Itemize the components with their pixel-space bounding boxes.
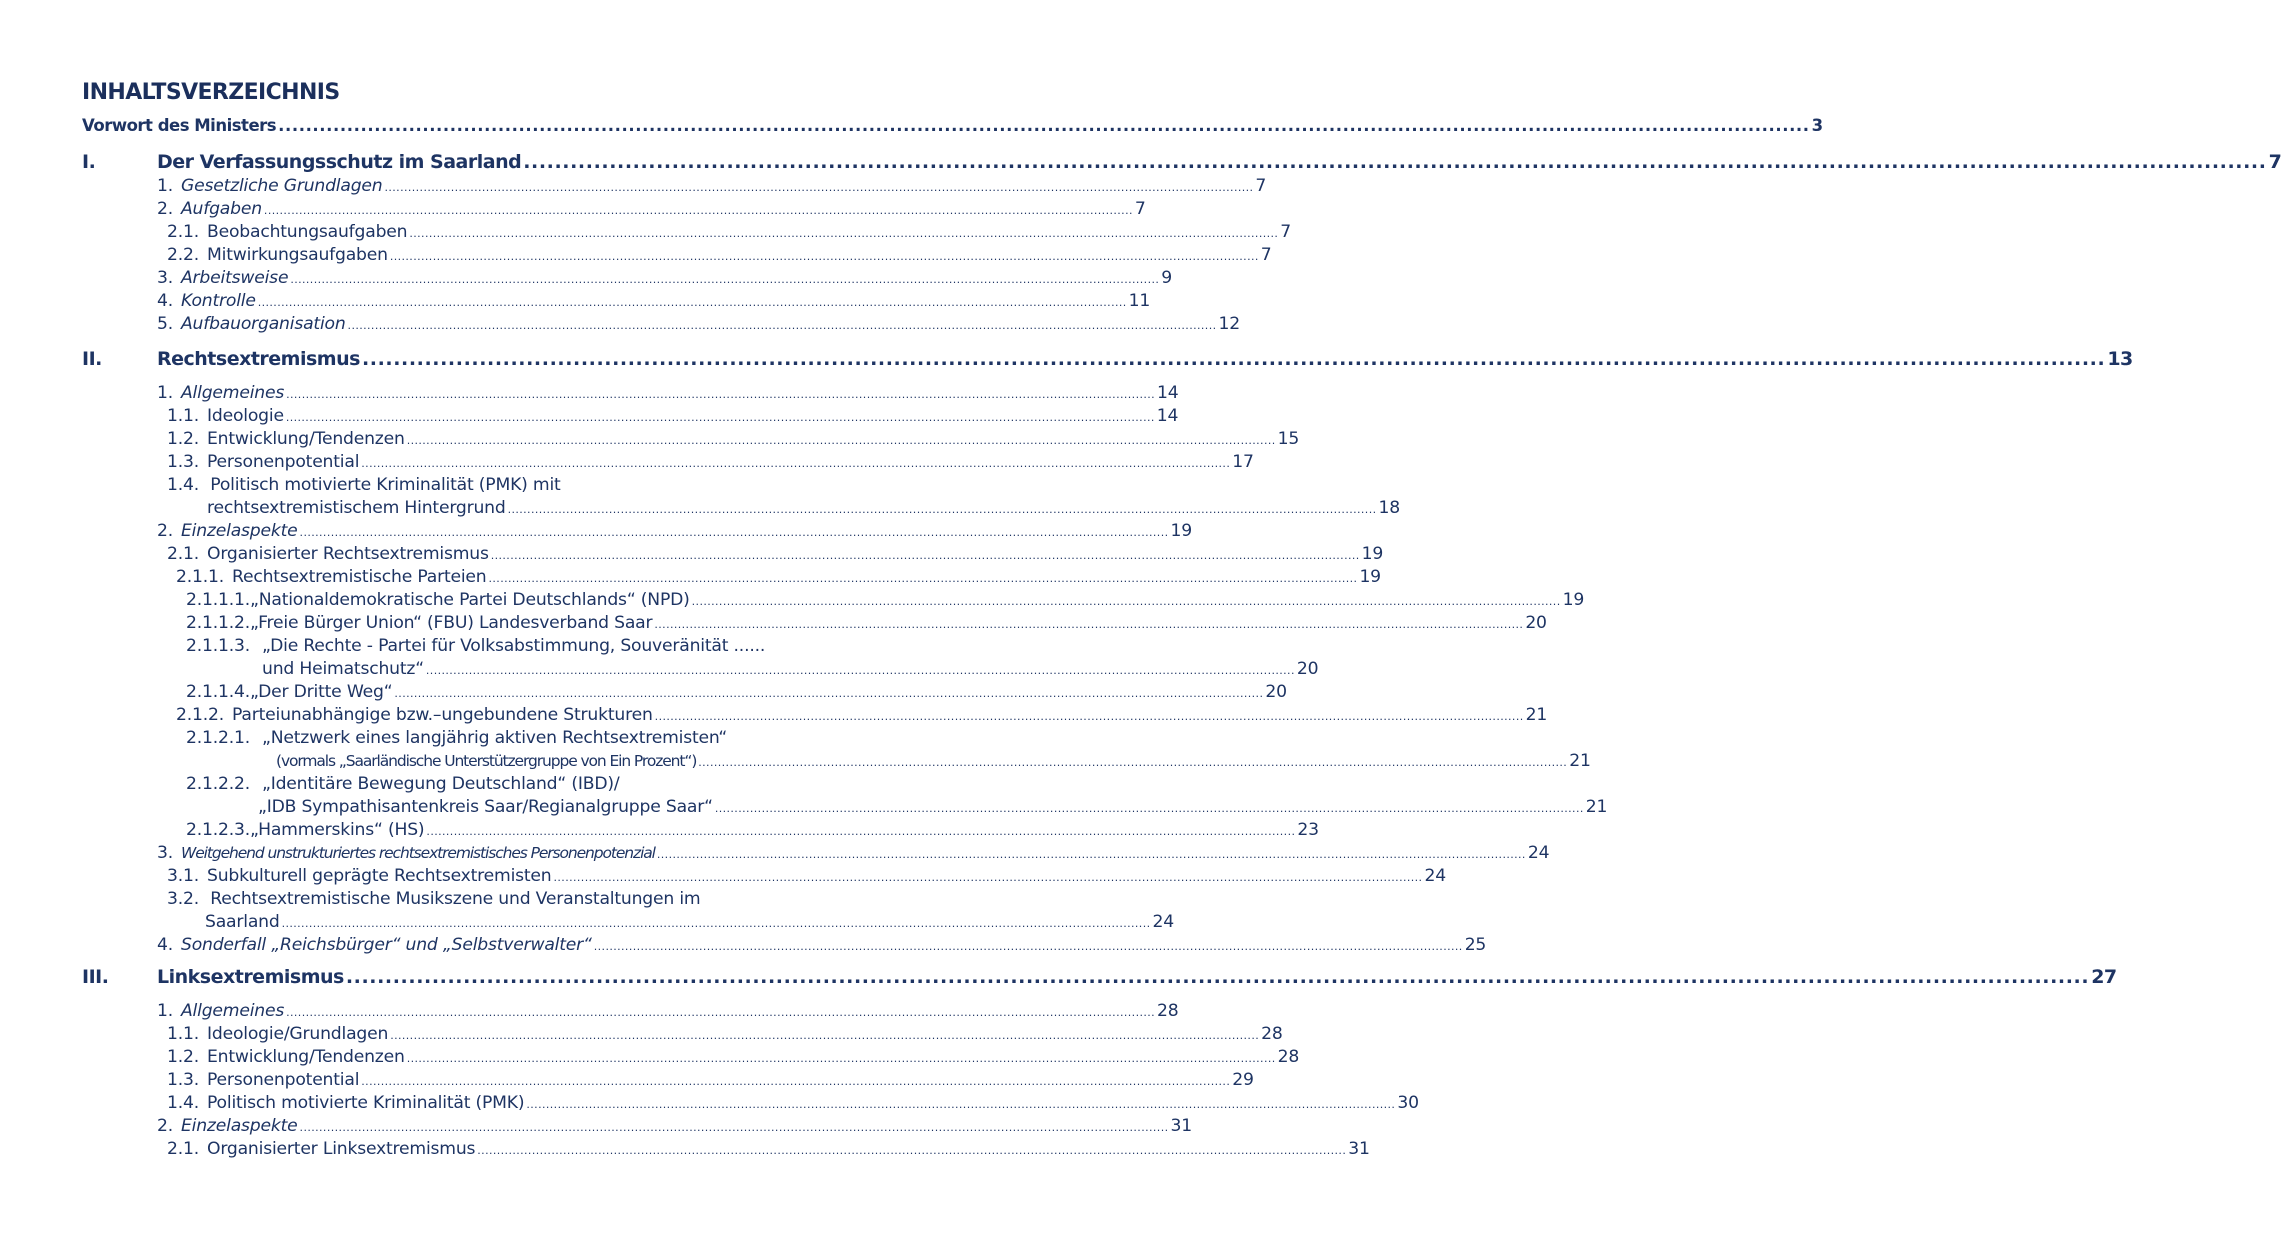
toc-number: 1.4.	[167, 1093, 199, 1113]
toc-entry[interactable]	[186, 590, 1585, 610]
page-title: INHALTSVERZEICHNIS	[82, 80, 340, 105]
toc-number: 1.2.	[167, 429, 199, 449]
toc-number: 3.	[157, 843, 173, 863]
toc-leader: ...............................................................................................................................................................................................................................	[361, 1075, 1231, 1088]
toc-leader: ...............................................................................................................................................................................................................................	[656, 848, 1526, 861]
toc-page: 21	[1585, 797, 1608, 817]
toc-number: 1.	[157, 383, 173, 403]
toc-label: „IDB Sympathisantenkreis Saar/Regianalgruppe Saar“	[258, 797, 713, 817]
toc-label: „Der Dritte Weg“	[250, 682, 393, 702]
toc-number: 1.	[157, 176, 173, 196]
toc-number: 2.	[157, 1116, 173, 1136]
toc-leader: ...............................................................................................................................................................................................................................	[406, 1052, 1276, 1065]
toc-number: 1.4.	[167, 475, 205, 495]
toc-number: 2.1.	[167, 1139, 199, 1159]
toc-label: Sonderfall „Reichsbürger“ und „Selbstverwalter“	[181, 935, 592, 955]
toc-page: 28	[1277, 1047, 1300, 1067]
toc-number: 1.3.	[167, 1070, 199, 1090]
toc-entry[interactable]	[186, 728, 727, 748]
toc-leader: ...............................................................................................................................................................................................................................	[526, 1098, 1396, 1111]
toc-leader: ...............................................................................................................................................................................................................................	[593, 940, 1463, 953]
toc-page: 14	[1156, 406, 1179, 426]
toc-entry-continued[interactable]	[262, 659, 1319, 679]
toc-entry[interactable]	[186, 682, 1287, 702]
toc-number: 2.1.2.1.	[186, 728, 250, 748]
toc-chapter-1[interactable]	[157, 151, 2281, 173]
toc-page: 23	[1297, 820, 1319, 840]
toc-entry-continued[interactable]	[205, 912, 1174, 932]
toc-entry[interactable]	[157, 1001, 1179, 1021]
toc-leader: ...............................................................................................................................................................................................................................	[345, 966, 2090, 988]
toc-page: 3	[1811, 116, 1823, 135]
toc-leader: ...............................................................................................................................................................................................................................	[490, 549, 1360, 562]
toc-number: 3.2.	[167, 889, 205, 909]
toc-number: 1.2.	[167, 1047, 199, 1067]
toc-page: 28	[1157, 1001, 1179, 1021]
toc-entry[interactable]	[167, 1024, 1283, 1044]
toc-number: 2.1.1.1.	[186, 590, 250, 610]
toc-entry[interactable]	[157, 268, 1173, 288]
toc-label: Allgemeines	[181, 383, 285, 403]
toc-label: Arbeitsweise	[181, 268, 289, 288]
toc-page: 19	[1361, 544, 1384, 564]
toc-entry[interactable]	[157, 383, 1179, 403]
toc-entry[interactable]	[157, 1116, 1192, 1136]
toc-page: 30	[1397, 1093, 1419, 1113]
toc-entry[interactable]	[167, 1047, 1300, 1067]
toc-entry[interactable]	[186, 774, 619, 794]
toc-page: 20	[1525, 613, 1547, 633]
toc-label: Aufgaben	[181, 199, 262, 219]
toc-page: 11	[1128, 291, 1151, 311]
toc-page: 19	[1359, 567, 1381, 587]
toc-leader: ...............................................................................................................................................................................................................................	[477, 1144, 1347, 1157]
toc-label: und Heimatschutz“	[262, 659, 424, 679]
toc-leader: ...............................................................................................................................................................................................................................	[286, 1006, 1156, 1019]
toc-number: 1.1.	[167, 406, 199, 426]
toc-leader: ...............................................................................................................................................................................................................................	[390, 1029, 1260, 1042]
toc-label: Allgemeines	[181, 1001, 285, 1021]
toc-label: Weitgehend unstrukturiertes rechtsextremistisches Personenpotenzial	[181, 844, 655, 862]
toc-page: 21	[1569, 751, 1591, 771]
toc-page: 31	[1170, 1116, 1192, 1136]
toc-label: Politisch motivierte Kriminalität (PMK)	[207, 1093, 525, 1113]
toc-label: Saarland	[205, 912, 280, 932]
toc-leader: ...............................................................................................................................................................................................................................	[691, 595, 1561, 608]
toc-label: Parteiunabhängige bzw.–ungebundene Strukturen	[232, 705, 653, 725]
toc-label: Entwicklung/Tendenzen	[207, 1047, 405, 1067]
toc-entry[interactable]	[167, 452, 1254, 472]
toc-page: 14	[1157, 383, 1179, 403]
toc-label: „Hammerskins“ (HS)	[250, 820, 425, 840]
toc-leader: ...............................................................................................................................................................................................................................	[523, 151, 2267, 173]
toc-entry[interactable]	[167, 245, 1272, 265]
toc-label: Organisierter Linksextremismus	[207, 1139, 476, 1159]
toc-entry[interactable]	[186, 820, 1319, 840]
toc-page: 13	[2107, 348, 2133, 370]
toc-entry[interactable]	[157, 843, 1550, 863]
toc-page: 24	[1152, 912, 1174, 932]
toc-leader: ...............................................................................................................................................................................................................................	[347, 319, 1217, 332]
toc-number: 2.1.2.2.	[186, 774, 250, 794]
toc-entry[interactable]	[157, 199, 1146, 219]
toc-number: 3.1.	[167, 866, 199, 886]
toc-label: „Die Rechte - Partei für Volksabstimmung, Souveränität	[262, 636, 729, 656]
toc-page: 7	[2268, 151, 2281, 173]
toc-number: 2.1.	[167, 544, 199, 564]
toc-number: 1.3.	[167, 452, 199, 472]
toc-page: 31	[1348, 1139, 1370, 1159]
toc-page: 25	[1464, 935, 1487, 955]
toc-entry[interactable]	[167, 475, 561, 495]
toc-number: 1.	[157, 1001, 173, 1021]
toc-number: 1.1.	[167, 1024, 199, 1044]
toc-label: „Nationaldemokratische Partei Deutschlands“ (NPD)	[250, 590, 690, 610]
toc-entry[interactable]	[176, 705, 1548, 725]
toc-leader: ...............................................................................................................................................................................................................................	[426, 825, 1296, 838]
toc-number: 2.1.1.2.	[186, 613, 250, 633]
toc-leader: ...............................................................................................................................................................................................................................	[714, 802, 1584, 815]
toc-page: 7	[1255, 176, 1267, 196]
toc-number: 2.1.2.3.	[186, 820, 250, 840]
toc-label: Rechtsextremismus	[157, 348, 360, 370]
toc-page: 24	[1527, 843, 1550, 863]
toc-label: Rechtsextremistische Parteien	[232, 567, 487, 587]
toc-entry[interactable]	[167, 429, 1300, 449]
toc-label: Vorwort des Ministers	[82, 116, 277, 135]
toc-page: 28	[1261, 1024, 1283, 1044]
toc-leader: ...............................................................................................................................................................................................................................	[281, 917, 1151, 930]
toc-label: Ideologie	[207, 406, 284, 426]
toc-entry[interactable]	[157, 176, 1267, 196]
toc-entry-continued[interactable]	[207, 498, 1400, 518]
toc-entry-continued[interactable]	[276, 751, 1591, 771]
toc-page: 7	[1134, 199, 1146, 219]
toc-entry[interactable]	[157, 291, 1151, 311]
toc-leader: ...............................................................................................................................................................................................................................	[361, 348, 2106, 370]
toc-leader: ...............................................................................................................................................................................................................................	[384, 181, 1254, 194]
toc-entry-foreword[interactable]	[82, 116, 1823, 135]
toc-label: Ideologie/Grundlagen	[207, 1024, 389, 1044]
toc-label: Rechtsextremistische Musikszene und Veranstaltungen im	[210, 889, 701, 909]
toc-label: (vormals „Saarländische Unterstützergruppe von Ein Prozent“)	[276, 752, 697, 770]
toc-label: Organisierter Rechtsextremismus	[207, 544, 489, 564]
toc-leader: ...............................................................................................................................................................................................................................	[257, 296, 1127, 309]
toc-label: Personenpotential	[207, 1070, 360, 1090]
toc-leader: ...............................................................................................................................................................................................................................	[654, 710, 1524, 723]
toc-leader: ...............................................................................................................................................................................................................................	[507, 503, 1377, 516]
toc-number: 4.	[157, 291, 173, 311]
toc-number: 3.	[157, 268, 173, 288]
toc-page: 7	[1260, 245, 1272, 265]
toc-leader: ......	[728, 636, 766, 656]
toc-number: 2.2.	[167, 245, 199, 265]
toc-entry[interactable]	[167, 1070, 1254, 1090]
toc-label: Linksextremismus	[157, 966, 344, 988]
toc-leader: ...............................................................................................................................................................................................................................	[394, 687, 1264, 700]
toc-page: 12	[1218, 314, 1240, 334]
toc-leader: ...............................................................................................................................................................................................................................	[654, 618, 1524, 631]
toc-leader: ...............................................................................................................................................................................................................................	[286, 388, 1156, 401]
toc-number: 2.1.1.3.	[186, 636, 250, 656]
toc-chapter-2[interactable]	[157, 348, 2133, 370]
toc-label: „Netzwerk eines langjährig aktiven Rechtsextremisten“	[262, 728, 728, 748]
toc-entry[interactable]	[157, 314, 1240, 334]
toc-label: Einzelaspekte	[181, 521, 298, 541]
chapter-number: I.	[82, 151, 96, 173]
toc-leader: ...............................................................................................................................................................................................................................	[361, 457, 1231, 470]
toc-page: 9	[1161, 268, 1173, 288]
toc-number: 2.	[157, 521, 173, 541]
toc-number: 5.	[157, 314, 173, 334]
toc-label: Beobachtungsaufgaben	[207, 222, 408, 242]
toc-entry[interactable]	[167, 222, 1292, 242]
toc-page: 19	[1562, 590, 1585, 610]
toc-page: 15	[1277, 429, 1300, 449]
toc-page: 27	[2091, 966, 2117, 988]
toc-label: „Freie Bürger Union“ (FBU) Landesverband Saar	[250, 613, 653, 633]
toc-number: 4.	[157, 935, 173, 955]
toc-entry[interactable]	[167, 544, 1384, 564]
toc-leader: ...............................................................................................................................................................................................................................	[299, 1121, 1169, 1134]
toc-page: 19	[1170, 521, 1192, 541]
toc-label: Politisch motivierte Kriminalität (PMK) mit	[210, 475, 561, 495]
toc-leader: ...............................................................................................................................................................................................................................	[553, 871, 1423, 884]
chapter-number: III.	[82, 966, 109, 988]
chapter-number: II.	[82, 348, 102, 370]
toc-leader: ...............................................................................................................................................................................................................................	[263, 204, 1133, 217]
toc-chapter-3[interactable]	[157, 966, 2117, 988]
toc-leader: ...............................................................................................................................................................................................................................	[285, 411, 1155, 424]
toc-entry[interactable]	[167, 866, 1446, 886]
toc-page: 21	[1525, 705, 1548, 725]
toc-label: Entwicklung/Tendenzen	[207, 429, 405, 449]
toc-entry[interactable]	[157, 521, 1192, 541]
toc-entry[interactable]	[167, 406, 1179, 426]
toc-label: Einzelaspekte	[181, 1116, 298, 1136]
toc-leader: ...............................................................................................................................................................................................................................	[278, 116, 1810, 135]
toc-number: 2.	[157, 199, 173, 219]
toc-leader: ...............................................................................................................................................................................................................................	[299, 526, 1169, 539]
toc-label: Mitwirkungsaufgaben	[207, 245, 388, 265]
toc-leader: ...............................................................................................................................................................................................................................	[425, 664, 1295, 677]
toc-page: 20	[1296, 659, 1319, 679]
toc-entry[interactable]	[186, 613, 1547, 633]
toc-entry-continued[interactable]	[258, 797, 1608, 817]
toc-number: 2.1.2.	[176, 705, 224, 725]
toc-entry[interactable]	[157, 935, 1487, 955]
toc-entry[interactable]	[167, 1139, 1370, 1159]
toc-leader: ...............................................................................................................................................................................................................................	[389, 250, 1259, 263]
toc-page: 7	[1280, 222, 1292, 242]
toc-label: Personenpotential	[207, 452, 360, 472]
toc-page: 17	[1232, 452, 1254, 472]
toc-leader: ...............................................................................................................................................................................................................................	[409, 227, 1279, 240]
toc-leader: ...............................................................................................................................................................................................................................	[698, 756, 1568, 769]
toc-label: Subkulturell geprägte Rechtsextremisten	[207, 866, 552, 886]
toc-entry[interactable]	[167, 889, 700, 909]
toc-entry[interactable]	[176, 567, 1381, 587]
toc-leader: ...............................................................................................................................................................................................................................	[488, 572, 1358, 585]
toc-label: rechtsextremistischem Hintergrund	[207, 498, 506, 518]
toc-entry[interactable]	[167, 1093, 1419, 1113]
toc-page: 24	[1424, 866, 1446, 886]
toc-leader: ...............................................................................................................................................................................................................................	[290, 273, 1160, 286]
toc-page: 18	[1378, 498, 1400, 518]
toc-label: Aufbauorganisation	[181, 314, 346, 334]
toc-label: Gesetzliche Grundlagen	[181, 176, 383, 196]
toc-number: 2.1.	[167, 222, 199, 242]
toc-label: „Identitäre Bewegung Deutschland“ (IBD)/	[262, 774, 620, 794]
toc-entry[interactable]	[186, 636, 765, 656]
toc-leader: ...............................................................................................................................................................................................................................	[406, 434, 1276, 447]
toc-number: 2.1.1.	[176, 567, 224, 587]
toc-page: 29	[1232, 1070, 1254, 1090]
toc-number: 2.1.1.4.	[186, 682, 250, 702]
toc-page: 20	[1265, 682, 1287, 702]
toc-label: Kontrolle	[181, 291, 256, 311]
toc-label: Der Verfassungsschutz im Saarland	[157, 151, 522, 173]
